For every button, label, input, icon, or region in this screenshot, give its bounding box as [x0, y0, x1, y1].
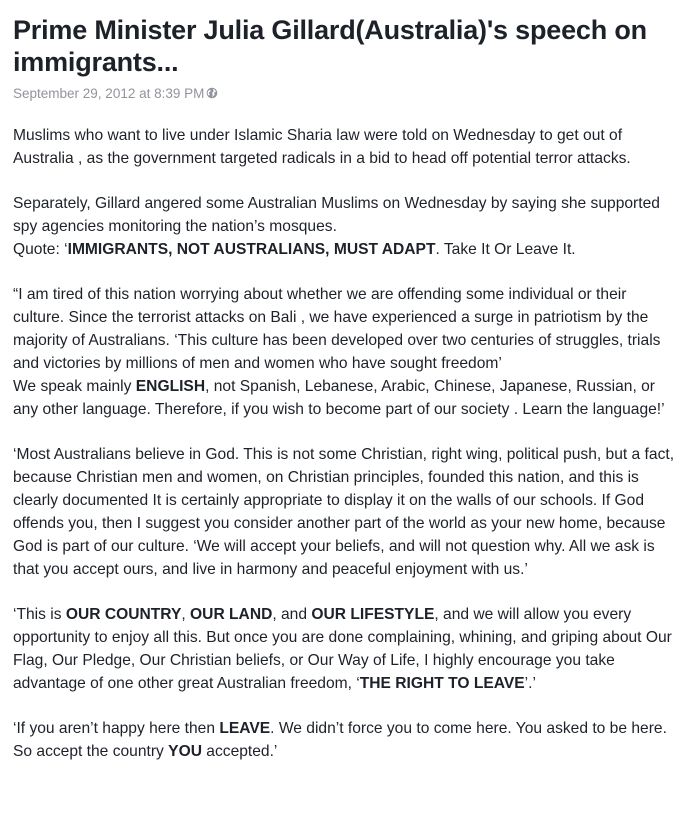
paragraph: ‘If you aren’t happy here then LEAVE. We didn’t force you to come here. You asked to be here. So accept the country YOU accepted.’	[13, 720, 667, 760]
post-timestamp[interactable]: September 29, 2012 at 8:39 PM	[13, 85, 205, 101]
post-body	[13, 124, 675, 763]
quote-line: Quote: ‘IMMIGRANTS, NOT AUSTRALIANS, MUST ADAPT. Take It Or Leave It.	[13, 241, 576, 258]
post-meta	[13, 84, 675, 102]
paragraph: ‘Most Australians believe in God. This is not some Christian, right wing, political push, but a fact, because Christian men and women, on Christian principles, founded this nation, and this is clearly documented It is certainly appropriate to display it on the walls of our schools. If God offends you, then I suggest you consider another part of the world as your new home, because God is part of our culture. ‘We will accept your beliefs, and will not question why. All we ask is that you accept ours, and live in harmony and peaceful enjoyment with us.’	[13, 446, 675, 578]
paragraph: Separately, Gillard angered some Australian Muslims on Wednesday by saying she supported spy agencies monitoring the nation’s mosques.	[13, 195, 660, 235]
paragraph: Muslims who want to live under Islamic Sharia law were told on Wednesday to get out of Australia , as the government targeted radicals in a bid to head off potential terror attacks.	[13, 127, 631, 167]
paragraph: “I am tired of this nation worrying about whether we are offending some individual or their culture. Since the terrorist attacks on Bali , we have experienced a surge in patriotism by the majority of Australians. ‘This culture has been developed over two centuries of struggles, trials and victories by millions of men and women who have sought freedom’	[13, 286, 661, 372]
paragraph: ‘This is OUR COUNTRY, OUR LAND, and OUR LIFESTYLE, and we will allow you every opportunity to enjoy all this. But once you are done complaining, whining, and griping about Our Flag, Our Pledge, Our Christian beliefs, or Our Way of Life, I highly encourage you take advantage of one other great Australian freedom, ‘THE RIGHT TO LEAVE’.’	[13, 606, 672, 692]
paragraph: We speak mainly ENGLISH, not Spanish, Lebanese, Arabic, Chinese, Japanese, Russian, or any other language. Therefore, if you wish to become part of our society . Learn the language!’	[13, 378, 665, 418]
globe-icon[interactable]	[206, 87, 218, 99]
post-title: Prime Minister Julia Gillard(Australia)'s speech on immigrants...	[13, 15, 647, 77]
